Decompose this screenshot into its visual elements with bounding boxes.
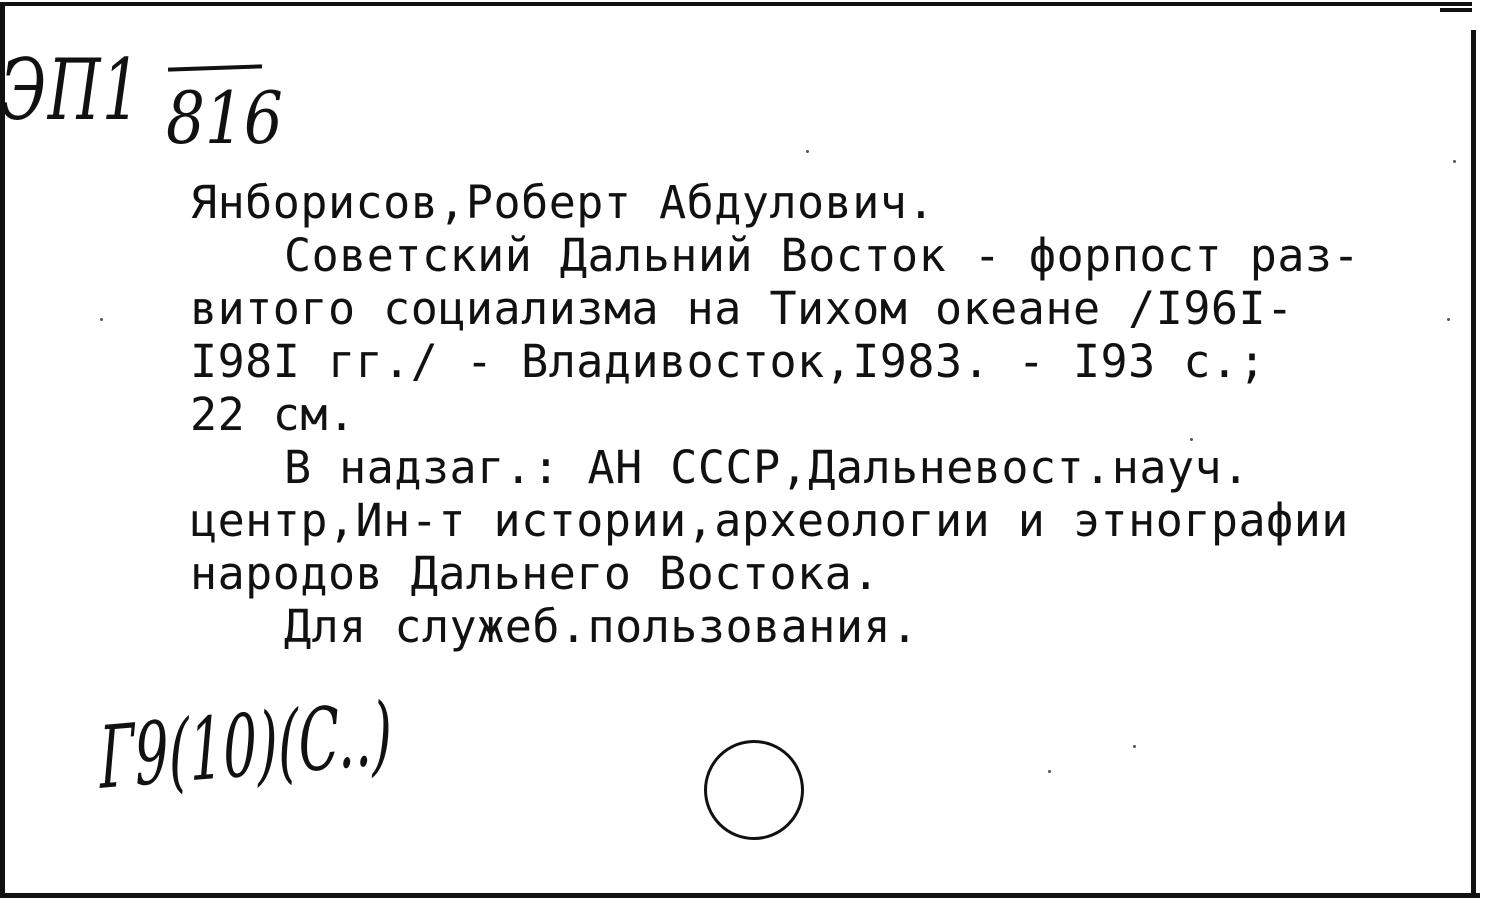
note-line-2: центр,Ин-т истории,археологии и этнографии bbox=[190, 494, 1349, 547]
handwritten-overline bbox=[168, 64, 262, 71]
speck bbox=[1133, 745, 1136, 748]
bibliographic-record bbox=[190, 176, 1440, 653]
restriction-line: Для служеб.пользования. bbox=[284, 600, 919, 653]
handwritten-call-number-prefix: ЭП1 bbox=[0, 41, 142, 139]
speck bbox=[1048, 770, 1051, 773]
handwritten-number: 816 bbox=[166, 76, 283, 160]
speck bbox=[1447, 318, 1450, 321]
speck bbox=[1453, 160, 1456, 163]
card-border-top bbox=[0, 2, 1472, 6]
card-corner-mark bbox=[1440, 8, 1472, 12]
note-line-3: народов Дальнего Востока. bbox=[190, 547, 880, 600]
card-border-bottom bbox=[0, 893, 1480, 898]
punch-circle bbox=[704, 740, 804, 840]
note-line-1: В надзаг.: АН СССР,Дальневост.науч. bbox=[284, 441, 1250, 494]
speck bbox=[100, 318, 103, 321]
handwritten-classification: Г9(10)(C..) bbox=[97, 684, 394, 809]
author-line: Янборисов,Роберт Абдулович. bbox=[190, 176, 935, 229]
title-line-2: витого социализма на Тихом океане /I96I- bbox=[190, 282, 1294, 335]
speck bbox=[1190, 438, 1193, 441]
imprint-line: I98I гг./ - Владивосток,I983. - I93 с.; bbox=[190, 335, 1267, 388]
card-border-right bbox=[1471, 30, 1476, 898]
speck bbox=[806, 150, 809, 153]
title-line-1: Советский Дальний Восток - форпост раз- bbox=[284, 229, 1361, 282]
size-line: 22 см. bbox=[190, 388, 356, 441]
